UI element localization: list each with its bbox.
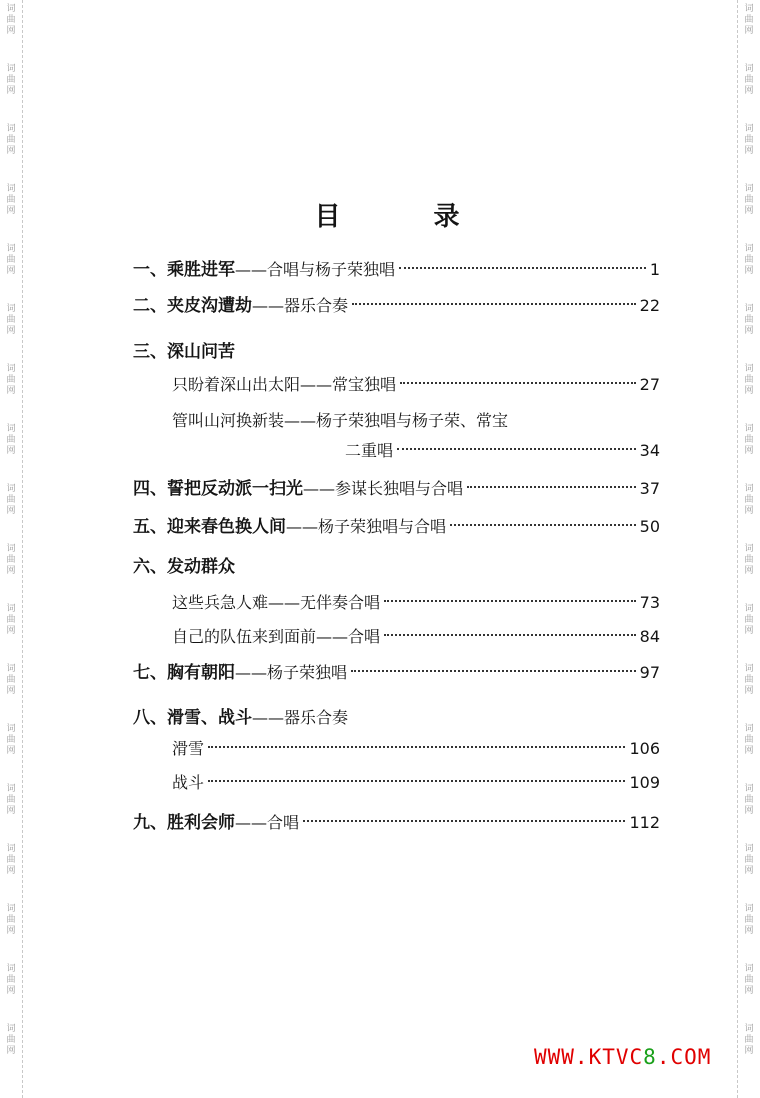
watermark-char: 曲 bbox=[6, 195, 16, 205]
toc-number: 五、 bbox=[133, 517, 167, 537]
toc-number: 九、 bbox=[133, 813, 167, 833]
toc-heading: 深山问苦 bbox=[167, 342, 235, 362]
watermark-char: 网 bbox=[6, 566, 16, 576]
watermark-char: 曲 bbox=[744, 975, 754, 985]
toc-subtitle: ——合唱与杨子荣独唱 bbox=[235, 260, 396, 279]
watermark-char: 网 bbox=[744, 626, 754, 636]
dot-leader bbox=[399, 267, 646, 269]
watermark-char: 词 bbox=[744, 904, 754, 914]
watermark-char: 曲 bbox=[744, 135, 754, 145]
watermark-mark bbox=[741, 364, 757, 397]
watermark-char: 词 bbox=[744, 124, 754, 134]
watermark-char: 词 bbox=[744, 184, 754, 194]
toc-number: 六、 bbox=[133, 557, 167, 577]
watermark-char: 曲 bbox=[744, 315, 754, 325]
watermark-char: 曲 bbox=[744, 15, 754, 25]
watermark-mark bbox=[3, 664, 19, 697]
watermark-char: 词 bbox=[6, 544, 16, 554]
watermark-char: 曲 bbox=[744, 75, 754, 85]
watermark-mark bbox=[3, 364, 19, 397]
watermark-char: 网 bbox=[6, 746, 16, 756]
watermark-char: 词 bbox=[6, 424, 16, 434]
watermark-char: 词 bbox=[6, 124, 16, 134]
watermark-mark bbox=[741, 784, 757, 817]
toc-entry[interactable] bbox=[172, 590, 660, 616]
toc-subtitle: ——杨子荣独唱 bbox=[235, 663, 348, 682]
watermark-char: 词 bbox=[6, 664, 16, 674]
toc-page-number: 97 bbox=[639, 663, 660, 682]
watermark-char: 网 bbox=[6, 986, 16, 996]
watermark-char: 词 bbox=[6, 1024, 16, 1034]
watermark-char: 词 bbox=[6, 4, 16, 14]
dot-leader bbox=[450, 524, 636, 526]
toc-subtitle: 只盼着深山出太阳——常宝独唱 bbox=[172, 375, 397, 394]
watermark-char: 曲 bbox=[744, 375, 754, 385]
toc-subtitle: ——杨子荣独唱与合唱 bbox=[286, 517, 447, 536]
watermark-mark bbox=[3, 244, 19, 277]
toc-page-number: 22 bbox=[639, 296, 660, 315]
toc-number: 二、 bbox=[133, 296, 167, 316]
watermark-char: 词 bbox=[6, 184, 16, 194]
toc-entry[interactable] bbox=[133, 257, 660, 283]
toc-heading: 滑雪、战斗 bbox=[167, 708, 252, 728]
toc-page-number: 109 bbox=[629, 773, 660, 792]
watermark-char: 词 bbox=[744, 604, 754, 614]
watermark-char: 词 bbox=[6, 484, 16, 494]
toc-subtitle: 滑雪 bbox=[172, 739, 205, 758]
watermark-char: 曲 bbox=[744, 495, 754, 505]
dot-leader bbox=[303, 820, 625, 822]
page-title: 目 录 bbox=[314, 202, 502, 232]
watermark-char: 曲 bbox=[6, 735, 16, 745]
watermark-char: 词 bbox=[744, 64, 754, 74]
watermark-char: 词 bbox=[744, 664, 754, 674]
watermark-char: 词 bbox=[744, 244, 754, 254]
toc-number: 八、 bbox=[133, 708, 167, 728]
watermark-char: 词 bbox=[6, 244, 16, 254]
watermark-mark bbox=[3, 424, 19, 457]
toc-page-number: 84 bbox=[639, 627, 660, 646]
watermark-char: 曲 bbox=[744, 915, 754, 925]
watermark-char: 网 bbox=[744, 86, 754, 96]
dot-leader bbox=[208, 780, 625, 782]
toc-number: 七、 bbox=[133, 663, 167, 683]
watermark-char: 曲 bbox=[6, 1035, 16, 1045]
toc-page-number: 1 bbox=[649, 260, 660, 279]
dot-leader bbox=[384, 634, 636, 636]
dot-leader bbox=[208, 746, 625, 748]
watermark-char: 词 bbox=[6, 904, 16, 914]
watermark-char: 网 bbox=[6, 266, 16, 276]
watermark-char: 网 bbox=[744, 1046, 754, 1056]
watermark-char: 曲 bbox=[6, 555, 16, 565]
watermark-mark bbox=[741, 1024, 757, 1057]
toc-heading: 夹皮沟遭劫 bbox=[167, 296, 252, 316]
toc-heading: 胜利会师 bbox=[167, 813, 235, 833]
watermark-mark bbox=[741, 124, 757, 157]
watermark-mark bbox=[3, 124, 19, 157]
toc-entry[interactable] bbox=[172, 624, 660, 650]
watermark-mark bbox=[741, 904, 757, 937]
url-main: WWW.KTVC bbox=[534, 1045, 644, 1069]
watermark-char: 网 bbox=[6, 866, 16, 876]
watermark-char: 曲 bbox=[6, 675, 16, 685]
dot-leader bbox=[397, 448, 636, 450]
toc-entry[interactable] bbox=[133, 705, 660, 731]
watermark-char: 曲 bbox=[6, 15, 16, 25]
watermark-char: 网 bbox=[6, 626, 16, 636]
watermark-mark bbox=[741, 304, 757, 337]
toc-entry[interactable] bbox=[133, 810, 660, 836]
watermark-char: 词 bbox=[744, 484, 754, 494]
watermark-char: 网 bbox=[6, 926, 16, 936]
watermark-char: 词 bbox=[6, 844, 16, 854]
watermark-char: 词 bbox=[744, 1024, 754, 1034]
watermark-mark bbox=[3, 304, 19, 337]
watermark-char: 网 bbox=[744, 266, 754, 276]
watermark-char: 网 bbox=[744, 326, 754, 336]
watermark-mark bbox=[3, 64, 19, 97]
watermark-mark bbox=[3, 4, 19, 37]
watermark-char: 曲 bbox=[6, 915, 16, 925]
watermark-mark bbox=[3, 964, 19, 997]
watermark-char: 曲 bbox=[6, 495, 16, 505]
watermark-char: 词 bbox=[744, 784, 754, 794]
watermark-mark bbox=[3, 544, 19, 577]
watermark-char: 曲 bbox=[6, 435, 16, 445]
watermark-char: 词 bbox=[744, 4, 754, 14]
watermark-char: 词 bbox=[6, 964, 16, 974]
toc-entry[interactable] bbox=[172, 770, 660, 796]
watermark-char: 网 bbox=[744, 206, 754, 216]
watermark-char: 曲 bbox=[6, 135, 16, 145]
watermark-mark bbox=[3, 604, 19, 637]
watermark-char: 曲 bbox=[744, 795, 754, 805]
watermark-char: 曲 bbox=[744, 1035, 754, 1045]
watermark-char: 词 bbox=[6, 304, 16, 314]
watermark-mark bbox=[3, 844, 19, 877]
watermark-char: 曲 bbox=[6, 975, 16, 985]
toc-page-number: 37 bbox=[639, 479, 660, 498]
watermark-char: 网 bbox=[6, 206, 16, 216]
toc-heading: 誓把反动派一扫光 bbox=[167, 479, 303, 499]
watermark-mark bbox=[741, 424, 757, 457]
toc-page-number: 112 bbox=[629, 813, 660, 832]
toc-page-number: 73 bbox=[639, 593, 660, 612]
watermark-char: 网 bbox=[6, 26, 16, 36]
watermark-char: 网 bbox=[6, 686, 16, 696]
watermark-mark bbox=[741, 964, 757, 997]
toc-page-number: 34 bbox=[639, 441, 660, 460]
watermark-char: 网 bbox=[6, 86, 16, 96]
watermark-char: 网 bbox=[744, 866, 754, 876]
watermark-char: 曲 bbox=[6, 615, 16, 625]
watermark-char: 词 bbox=[6, 364, 16, 374]
watermark-mark bbox=[741, 604, 757, 637]
toc-entry[interactable] bbox=[172, 736, 660, 762]
watermark-char: 网 bbox=[6, 446, 16, 456]
watermark-char: 曲 bbox=[744, 555, 754, 565]
toc-subtitle: 自己的队伍来到面前——合唱 bbox=[172, 627, 381, 646]
toc-entry[interactable] bbox=[172, 408, 660, 434]
watermark-char: 词 bbox=[6, 784, 16, 794]
watermark-char: 词 bbox=[744, 844, 754, 854]
toc-subtitle: ——器乐合奏 bbox=[252, 708, 349, 727]
dot-leader bbox=[352, 303, 636, 305]
watermark-char: 曲 bbox=[744, 255, 754, 265]
watermark-char: 网 bbox=[6, 806, 16, 816]
dot-leader bbox=[400, 382, 636, 384]
watermark-char: 词 bbox=[744, 724, 754, 734]
watermark-char: 网 bbox=[744, 386, 754, 396]
url-digit: 8 bbox=[643, 1045, 657, 1069]
toc-entry[interactable] bbox=[133, 660, 660, 686]
site-url[interactable] bbox=[534, 1045, 711, 1069]
toc-subtitle: ——器乐合奏 bbox=[252, 296, 349, 315]
watermark-mark bbox=[741, 64, 757, 97]
dot-leader bbox=[384, 600, 636, 602]
toc-entry[interactable] bbox=[133, 554, 660, 580]
toc-entry[interactable] bbox=[172, 372, 660, 398]
watermark-char: 网 bbox=[6, 506, 16, 516]
toc-heading: 发动群众 bbox=[167, 557, 235, 577]
dot-leader bbox=[467, 486, 636, 488]
watermark-char: 词 bbox=[744, 544, 754, 554]
watermark-mark bbox=[741, 724, 757, 757]
watermark-char: 曲 bbox=[744, 435, 754, 445]
watermark-char: 曲 bbox=[744, 855, 754, 865]
toc-heading: 乘胜进军 bbox=[167, 260, 235, 280]
watermark-mark bbox=[741, 544, 757, 577]
watermark-char: 网 bbox=[744, 506, 754, 516]
watermark-mark bbox=[3, 904, 19, 937]
toc-page-number: 50 bbox=[639, 517, 660, 536]
watermark-char: 网 bbox=[744, 146, 754, 156]
watermark-char: 网 bbox=[744, 806, 754, 816]
toc-number: 四、 bbox=[133, 479, 167, 499]
toc-subtitle: 二重唱 bbox=[345, 441, 394, 460]
watermark-char: 词 bbox=[6, 64, 16, 74]
watermark-mark bbox=[3, 784, 19, 817]
toc-subtitle: 这些兵急人难——无伴奏合唱 bbox=[172, 593, 381, 612]
watermark-char: 曲 bbox=[744, 195, 754, 205]
watermark-char: 网 bbox=[6, 326, 16, 336]
toc-subtitle: ——合唱 bbox=[235, 813, 300, 832]
toc-page-number: 106 bbox=[629, 739, 660, 758]
watermark-char: 网 bbox=[6, 146, 16, 156]
toc-number: 一、 bbox=[133, 260, 167, 280]
watermark-mark bbox=[3, 1024, 19, 1057]
toc-subtitle: 管叫山河换新装——杨子荣独唱与杨子荣、常宝 bbox=[172, 411, 509, 430]
watermark-char: 词 bbox=[744, 364, 754, 374]
watermark-char: 曲 bbox=[6, 795, 16, 805]
watermark-char: 曲 bbox=[6, 255, 16, 265]
watermark-char: 网 bbox=[744, 686, 754, 696]
toc-subtitle: 战斗 bbox=[172, 773, 205, 792]
watermark-mark bbox=[741, 4, 757, 37]
watermark-mark bbox=[741, 844, 757, 877]
toc-entry[interactable] bbox=[133, 514, 660, 540]
watermark-char: 网 bbox=[744, 446, 754, 456]
watermark-char: 词 bbox=[6, 724, 16, 734]
watermark-char: 网 bbox=[744, 926, 754, 936]
watermark-char: 词 bbox=[744, 424, 754, 434]
watermark-char: 网 bbox=[6, 1046, 16, 1056]
watermark-char: 词 bbox=[744, 964, 754, 974]
toc-heading: 胸有朝阳 bbox=[167, 663, 235, 683]
url-end: .COM bbox=[656, 1045, 712, 1069]
watermark-mark bbox=[741, 664, 757, 697]
watermark-char: 曲 bbox=[6, 855, 16, 865]
watermark-char: 网 bbox=[6, 386, 16, 396]
watermark-char: 词 bbox=[6, 604, 16, 614]
watermark-char: 词 bbox=[744, 304, 754, 314]
watermark-mark bbox=[3, 484, 19, 517]
toc-entry[interactable] bbox=[133, 293, 660, 319]
dot-leader bbox=[351, 670, 636, 672]
watermark-mark bbox=[741, 244, 757, 277]
watermark-char: 曲 bbox=[744, 735, 754, 745]
watermark-char: 曲 bbox=[744, 615, 754, 625]
watermark-char: 曲 bbox=[744, 675, 754, 685]
watermark-char: 网 bbox=[744, 986, 754, 996]
watermark-char: 网 bbox=[744, 26, 754, 36]
watermark-mark bbox=[741, 484, 757, 517]
watermark-char: 曲 bbox=[6, 375, 16, 385]
toc-entry[interactable] bbox=[345, 438, 660, 464]
toc-heading: 迎来春色换人间 bbox=[167, 517, 286, 537]
watermark-char: 曲 bbox=[6, 315, 16, 325]
toc-page-number: 27 bbox=[639, 375, 660, 394]
toc-number: 三、 bbox=[133, 342, 167, 362]
toc-entry[interactable] bbox=[133, 476, 660, 502]
toc-entry[interactable] bbox=[133, 339, 660, 365]
watermark-char: 网 bbox=[744, 566, 754, 576]
watermark-char: 网 bbox=[744, 746, 754, 756]
toc-subtitle: ——参谋长独唱与合唱 bbox=[303, 479, 464, 498]
watermark-char: 曲 bbox=[6, 75, 16, 85]
watermark-mark bbox=[3, 724, 19, 757]
